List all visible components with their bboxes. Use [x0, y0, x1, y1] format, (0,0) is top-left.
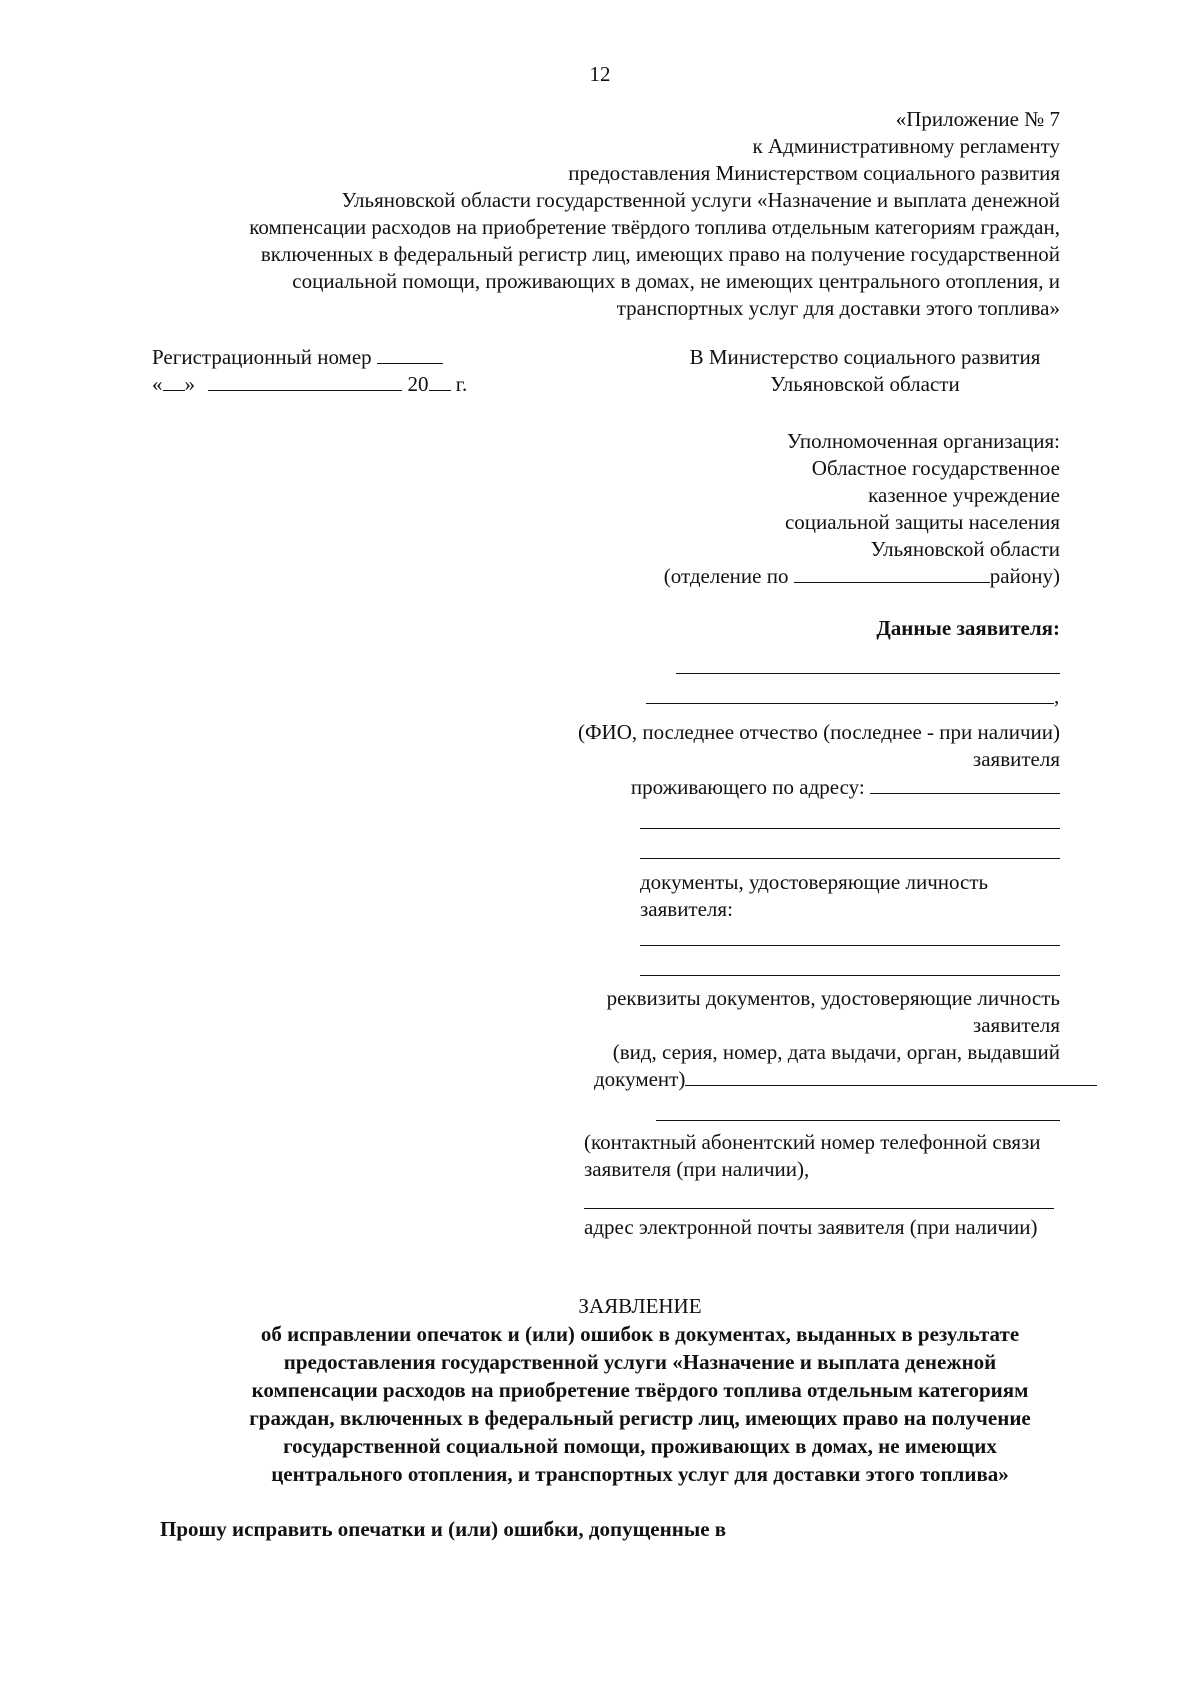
address-field[interactable]	[870, 773, 1060, 794]
date-close-quote: »	[184, 372, 195, 396]
address-label: проживающего по адресу:	[630, 775, 865, 799]
statement-subtitle-line: предоставления государственной услуги «Назначение и выплата денежной	[283, 1350, 997, 1374]
fio-caption-line-2: заявителя	[972, 747, 1060, 771]
registration-label: Регистрационный номер	[152, 345, 372, 369]
applicant-heading: Данные заявителя:	[876, 616, 1060, 640]
docs-field-line-2[interactable]	[640, 975, 1060, 976]
requisites-field[interactable]	[685, 1065, 1097, 1086]
docs-field-line-1[interactable]	[640, 945, 1060, 946]
registration-number	[152, 343, 443, 371]
org-label: Уполномоченная организация:	[786, 429, 1060, 453]
date-day-field[interactable]	[163, 370, 185, 391]
phone-caption-line-2: заявителя (при наличии),	[584, 1157, 810, 1181]
statement-title: ЗАЯВЛЕНИЕ	[578, 1294, 702, 1318]
branch-district-field[interactable]	[794, 562, 990, 583]
statement-subtitle-line: компенсации расходов на приобретение твёрдого топлива отдельным категориям	[251, 1378, 1029, 1402]
docs-label-line-2: заявителя:	[640, 897, 733, 921]
appendix-line: Ульяновской области государственной услуги «Назначение и выплата денежной	[341, 188, 1060, 212]
address-field-line-2[interactable]	[640, 828, 1060, 829]
phone-caption-line-1: (контактный абонентский номер телефонной связи	[584, 1130, 1041, 1154]
fio-field-line-1[interactable]	[676, 673, 1060, 674]
requisites-line-1: реквизиты документов, удостоверяющие личность	[606, 986, 1060, 1010]
branch-suffix: району)	[989, 564, 1060, 588]
address-field-line-3[interactable]	[640, 858, 1060, 859]
org-line: Ульяновской области	[870, 537, 1060, 561]
appendix-line: предоставления Министерством социального развития	[568, 161, 1060, 185]
date-month-field[interactable]	[208, 370, 402, 391]
date-year-suffix: г.	[455, 372, 468, 396]
fio-field-line-2[interactable]	[646, 703, 1054, 704]
registration-number-field[interactable]	[377, 343, 443, 364]
statement-subtitle-line: об исправлении опечаток и (или) ошибок в документах, выданных в результате	[260, 1322, 1020, 1346]
requisites-field-line-2[interactable]	[656, 1120, 1060, 1121]
statement-subtitle-line: государственной социальной помощи, проживающих в домах, не имеющих	[283, 1434, 997, 1458]
appendix-line: к Административному регламенту	[752, 134, 1060, 158]
branch-prefix: (отделение по	[663, 564, 789, 588]
page-number: 12	[589, 62, 611, 86]
fio-comma: ,	[1054, 684, 1060, 708]
requisites-line-2: заявителя	[972, 1013, 1060, 1037]
ministry-line-1: В Министерство социального развития	[689, 345, 1041, 369]
docs-label-line-1: документы, удостоверяющие личность	[640, 870, 989, 894]
address-line	[631, 773, 1060, 801]
statement-request: Прошу исправить опечатки и (или) ошибки, допущенные в	[160, 1517, 727, 1541]
requisites-doc-label: документ)	[594, 1067, 686, 1091]
fio-caption-line-1: (ФИО, последнее отчество (последнее - при наличии)	[577, 720, 1060, 744]
requisites-line-3: (вид, серия, номер, дата выдачи, орган, выдавший	[612, 1040, 1060, 1064]
date-open-quote: «	[152, 372, 163, 396]
appendix-line: «Приложение № 7	[895, 107, 1060, 131]
date-year-field[interactable]	[429, 370, 451, 391]
email-caption: адрес электронной почты заявителя (при наличии)	[584, 1215, 1038, 1239]
phone-email-field-line[interactable]	[584, 1208, 1054, 1209]
statement-subtitle-line: центрального отопления, и транспортных услуг для доставки этого топлива»	[271, 1462, 1009, 1486]
statement-subtitle-line: граждан, включенных в федеральный регистр лиц, имеющих право на получение	[249, 1406, 1031, 1430]
appendix-line: социальной помощи, проживающих в домах, не имеющих центрального отопления, и	[292, 269, 1060, 293]
registration-date	[152, 370, 467, 398]
requisites-line-4	[594, 1065, 1097, 1093]
org-line: Областное государственное	[811, 456, 1060, 480]
org-line: казенное учреждение	[868, 483, 1060, 507]
appendix-line: транспортных услуг для доставки этого топлива»	[616, 296, 1060, 320]
org-line: социальной защиты населения	[784, 510, 1060, 534]
appendix-line: компенсации расходов на приобретение твёрдого топлива отдельным категориям граждан,	[249, 215, 1060, 239]
branch-line	[664, 562, 1060, 590]
appendix-line: включенных в федеральный регистр лиц, имеющих право на получение государственной	[260, 242, 1060, 266]
ministry-line-2: Ульяновской области	[770, 372, 960, 396]
date-year-prefix: 20	[407, 372, 429, 396]
